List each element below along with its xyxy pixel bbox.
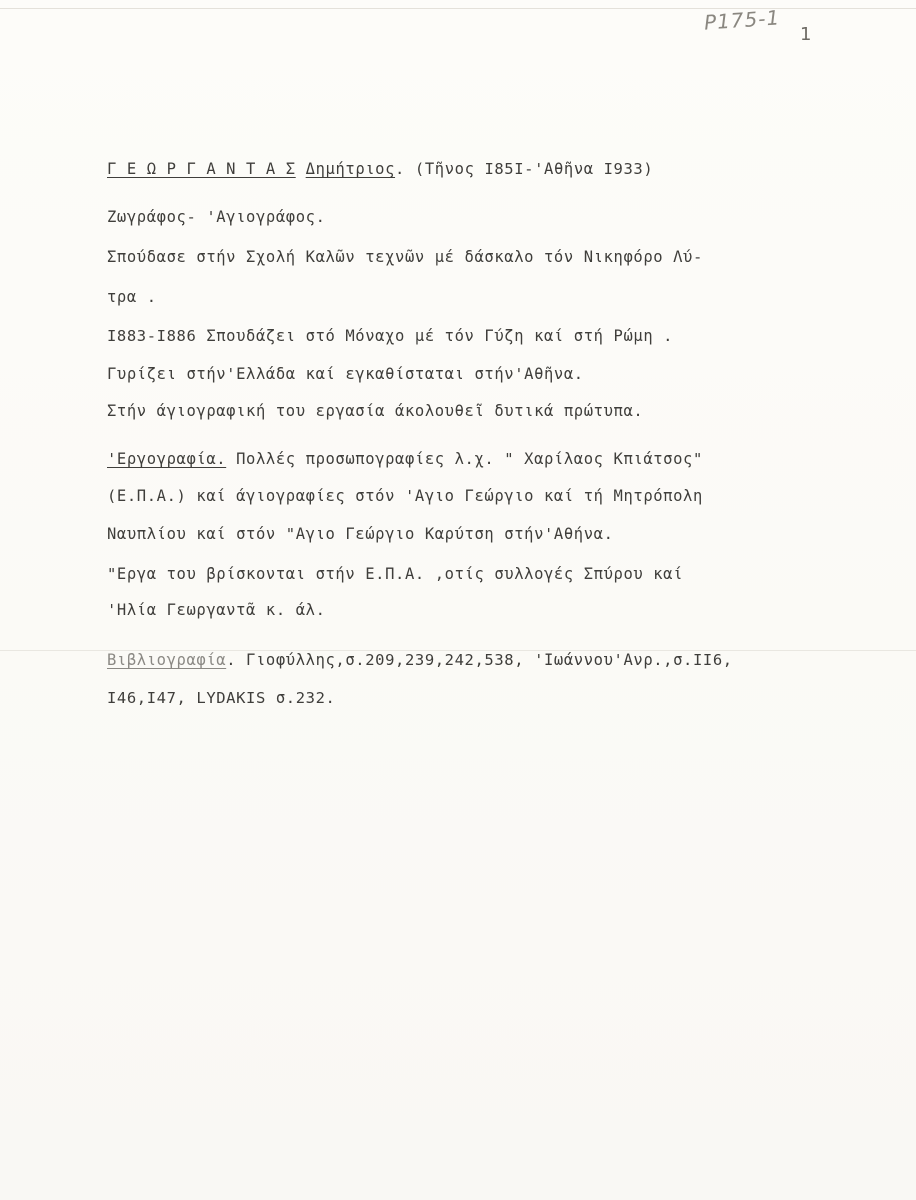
bibliography-line-1-text: . Γιοφύλλης,σ.209,239,242,538, 'Ιωάννου'Ανρ.,σ.II6, [226,651,733,669]
bio-line-6: Στήν άγιογραφική του εργασία άκολουθεῖ δυτικά πρώτυπα. [107,402,644,420]
bio-line-4: I883-I886 Σπουδάζει στό Μόναχο μέ τόν Γύζη καί στή Ρώμη . [107,327,674,345]
works-line-1 [107,450,703,468]
bibliography-line-2: I46,I47, LYDAKIS σ.232. [107,689,336,707]
bio-line-1: Ζωγράφος- 'Αγιογράφος. [107,208,326,226]
handwritten-reference: P175-1 [703,5,781,35]
heading-firstname: Δημήτριος [305,160,396,178]
heading-surname: Γ Ε Ω Ρ Γ Α Ν Τ Α Σ [107,160,296,178]
heading-line [107,160,653,178]
heading-dates: (Τῆνος I85I-'Αθῆνα I933) [414,160,654,178]
works-line-4: "Εργα του βρίσκονται στήν Ε.Π.Α. ,οτίς συλλογές Σπύρου καί [107,565,684,583]
works-label: 'Εργογραφία. [107,450,227,468]
handwritten-page-number: 1 [800,24,812,45]
bio-line-5: Γυρίζει στήν'Ελλάδα καί εγκαθίσταται στήν'Αθῆνα. [107,365,584,383]
works-line-5: 'Ηλία Γεωργαντᾶ κ. άλ. [107,601,326,619]
bio-line-3: τρα . [107,288,157,306]
works-line-3: Ναυπλίου καί στόν "Αγιο Γεώργιο Καρύτση στήν'Αθήνα. [107,525,614,543]
heading-separator: . [395,160,405,178]
bibliography-label: Βιβλιογραφία [107,651,227,669]
bio-line-2: Σπούδασε στήν Σχολή Καλῶν τεχνῶν μέ δάσκαλο τόν Νικηφόρο Λύ- [107,248,703,266]
works-line-1-text: Πολλές προσωπογραφίες λ.χ. " Χαρίλαος Κπιάτσος" [226,450,703,468]
works-line-2: (Ε.Π.Α.) καί άγιογραφίες στόν 'Αγιο Γεώργιο καί τή Μητρόπολη [107,487,703,505]
bibliography-line-1 [107,651,733,669]
